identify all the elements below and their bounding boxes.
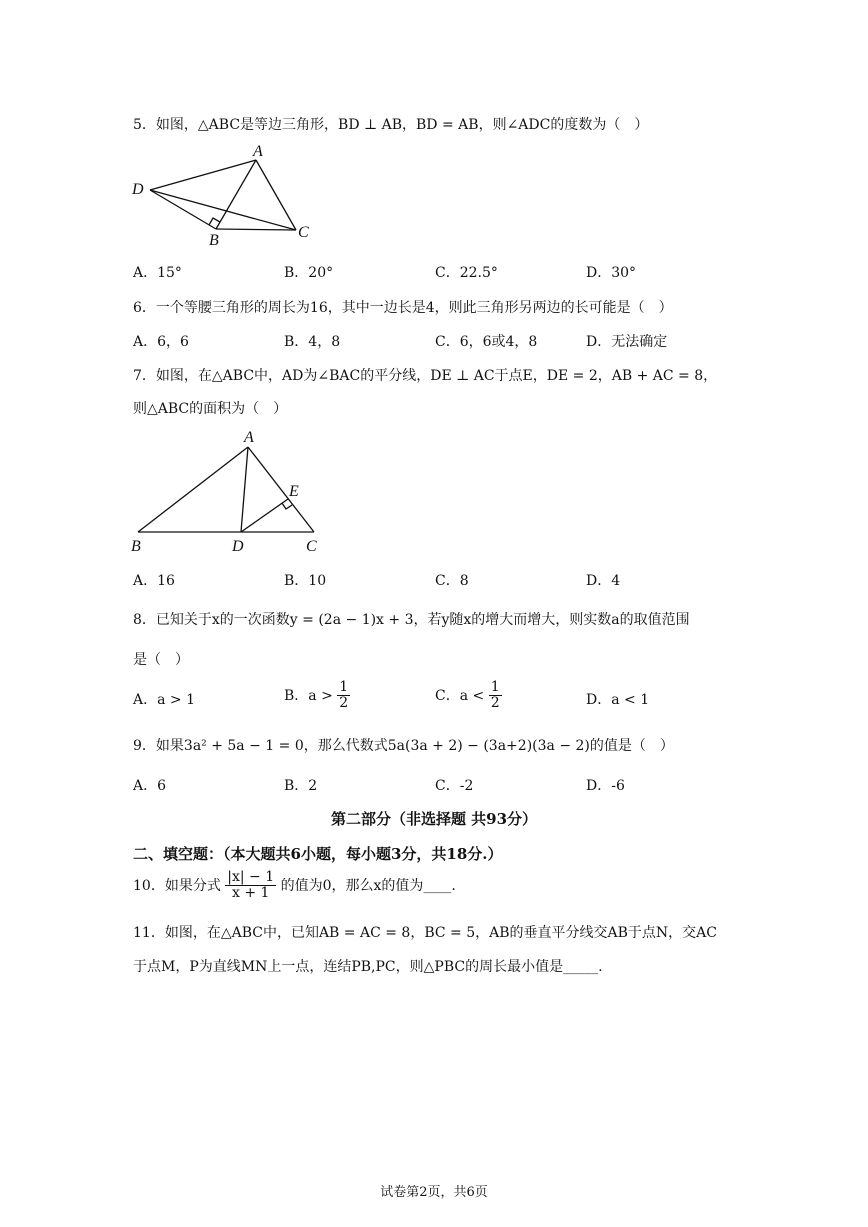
- q5-segment-dc: [150, 190, 296, 230]
- q6-option-a: A．6，6: [133, 334, 189, 350]
- q9-option-d: D．-6: [586, 778, 625, 794]
- q7-option-d: D．4: [586, 573, 621, 589]
- page-footer: 试卷第2页，共6页: [380, 1185, 488, 1200]
- q8-option-b-denominator: 2: [339, 695, 349, 712]
- q8-option-b-numerator: 1: [339, 679, 349, 695]
- q7-label-e: E: [289, 483, 299, 500]
- q8-option-c-prefix: C．a <: [435, 687, 485, 704]
- q5-label-d: D: [132, 181, 144, 198]
- q6-option-c: C．6，6或4，8: [435, 334, 538, 350]
- q5-option-b: B．20°: [284, 265, 334, 281]
- q10-suffix: 的值为0，那么x的值为____.: [280, 877, 456, 894]
- q8-option-a: A．a > 1: [133, 692, 195, 708]
- part2-title: 第二部分（非选择题 共93分）: [330, 810, 538, 828]
- q5-option-c: C．22.5°: [435, 265, 498, 281]
- q10-fraction: [225, 870, 276, 902]
- q8-stem-line2: 是（ ）: [133, 652, 189, 668]
- q7-stem-line2: 则△ABC的面积为（ ）: [133, 401, 288, 417]
- q5-segment-db: [150, 190, 216, 229]
- q11-line2: 于点M，P为直线MN上一点，连结PB,PC，则△PBC的周长最小值是_____.: [133, 959, 603, 975]
- q7-label-d: D: [232, 538, 244, 555]
- q9-option-c: C．-2: [435, 778, 474, 794]
- q8-option-b: [284, 680, 350, 712]
- q8-stem-line1: 8．已知关于x的一次函数y = (2a − 1)x + 3，若y随x的增大而增大，则实数a的取值范围: [133, 612, 690, 628]
- q5-option-d: D．30°: [586, 265, 637, 281]
- q7-option-a: A．16: [133, 573, 175, 589]
- q5-segment-da: [150, 160, 256, 190]
- q10-denominator: x + 1: [232, 885, 270, 902]
- q10: [133, 870, 456, 902]
- q5-segment-bc: [216, 229, 296, 230]
- q5-label-a: A: [253, 143, 263, 160]
- q7-right-angle-mark: [282, 503, 292, 509]
- q8-option-d: D．a < 1: [586, 692, 650, 708]
- section2-heading: 二、填空题：（本大题共6小题，每小题3分，共18分.）: [133, 845, 503, 863]
- q7-stem-line1: 7．如图，在△ABC中，AD为∠BAC的平分线，DE ⊥ AC于点E，DE = 2，AB + AC = 8，: [133, 368, 718, 384]
- q5-stem: 5．如图，△ABC是等边三角形，BD ⊥ AB，BD = AB，则∠ADC的度数为（ ）: [133, 117, 649, 133]
- q8-option-c-numerator: 1: [490, 679, 500, 695]
- q9-option-b: B．2: [284, 778, 318, 794]
- q11-line1: 11．如图，在△ABC中，已知AB = AC = 8，BC = 5，AB的垂直平分线交AB于点N，交AC: [133, 925, 718, 941]
- q8-option-c: [435, 680, 502, 712]
- q10-prefix: 10．如果分式: [133, 877, 221, 894]
- q9-stem: 9．如果3a² + 5a − 1 = 0，那么代数式5a(3a + 2) − (3a+2)(3a − 2)的值是（ ）: [133, 738, 674, 754]
- q9-option-a: A．6: [133, 778, 167, 794]
- q7-option-c: C．8: [435, 573, 469, 589]
- q8-option-b-prefix: B．a >: [284, 687, 333, 704]
- q5-figure: [128, 140, 328, 250]
- q7-figure: [128, 424, 338, 560]
- q5-label-c: C: [298, 224, 309, 241]
- q7-segment-ab: [138, 447, 248, 532]
- q8-option-c-fraction: [489, 680, 502, 712]
- q6-stem: 6．一个等腰三角形的周长为16，其中一边长是4，则此三角形另两边的长可能是（ ）: [133, 300, 673, 316]
- q5-option-a: A．15°: [133, 265, 182, 281]
- q5-segment-ac: [256, 160, 296, 230]
- q5-segment-ab: [216, 160, 256, 229]
- q10-numerator: |x| − 1: [227, 869, 275, 885]
- q7-segment-ad: [241, 447, 248, 532]
- q7-segment-ac: [248, 447, 314, 532]
- q6-option-b: B．4，8: [284, 334, 341, 350]
- q8-option-c-denominator: 2: [490, 695, 500, 712]
- q6-option-d: D．无法确定: [586, 334, 668, 350]
- q5-label-b: B: [209, 232, 219, 249]
- q7-option-b: B．10: [284, 573, 327, 589]
- q7-segment-de: [241, 499, 288, 532]
- q7-label-b: B: [131, 538, 141, 555]
- q8-option-b-fraction: [337, 680, 350, 712]
- q7-label-c: C: [306, 538, 317, 555]
- q7-label-a: A: [244, 429, 254, 446]
